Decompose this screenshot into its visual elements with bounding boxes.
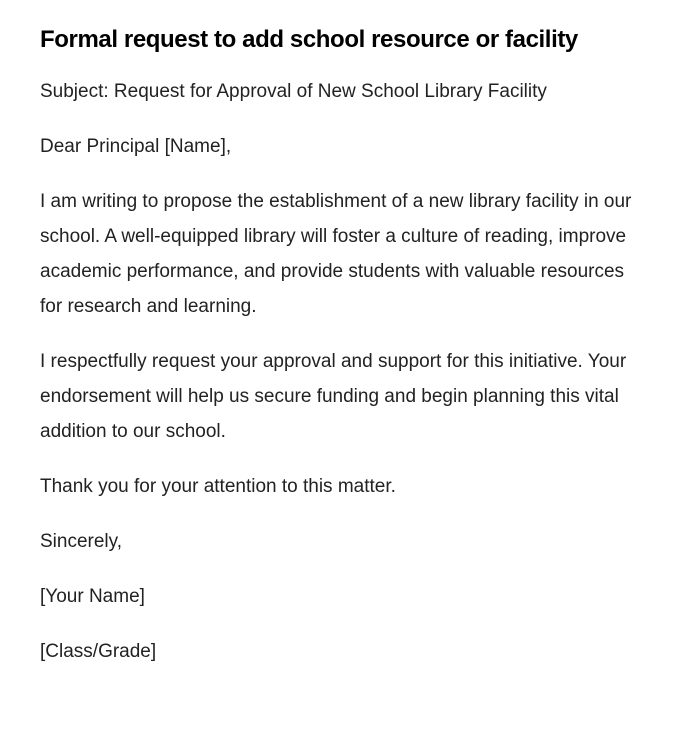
body-paragraph-proposal: I am writing to propose the establishment of a new library facility in our school. A well-equipped library will foster a culture of reading, improve academic performance, and provide students with valuable resources for research and learning.: [40, 191, 632, 317]
signature-name: [Your Name]: [40, 586, 145, 607]
letter-page: [40, 22, 640, 689]
signature-class: [Class/Grade]: [40, 641, 157, 662]
body-paragraph-thanks: Thank you for your attention to this matter.: [40, 476, 396, 497]
page-title: Formal request to add school resource or facility: [40, 26, 578, 53]
subject-line: Subject: Request for Approval of New School Library Facility: [40, 81, 547, 102]
closing: Sincerely,: [40, 531, 123, 552]
body-paragraph-request: I respectfully request your approval and support for this initiative. Your endorsement will help us secure funding and begin planning this vital addition to our school.: [40, 351, 627, 442]
salutation: Dear Principal [Name],: [40, 136, 232, 157]
